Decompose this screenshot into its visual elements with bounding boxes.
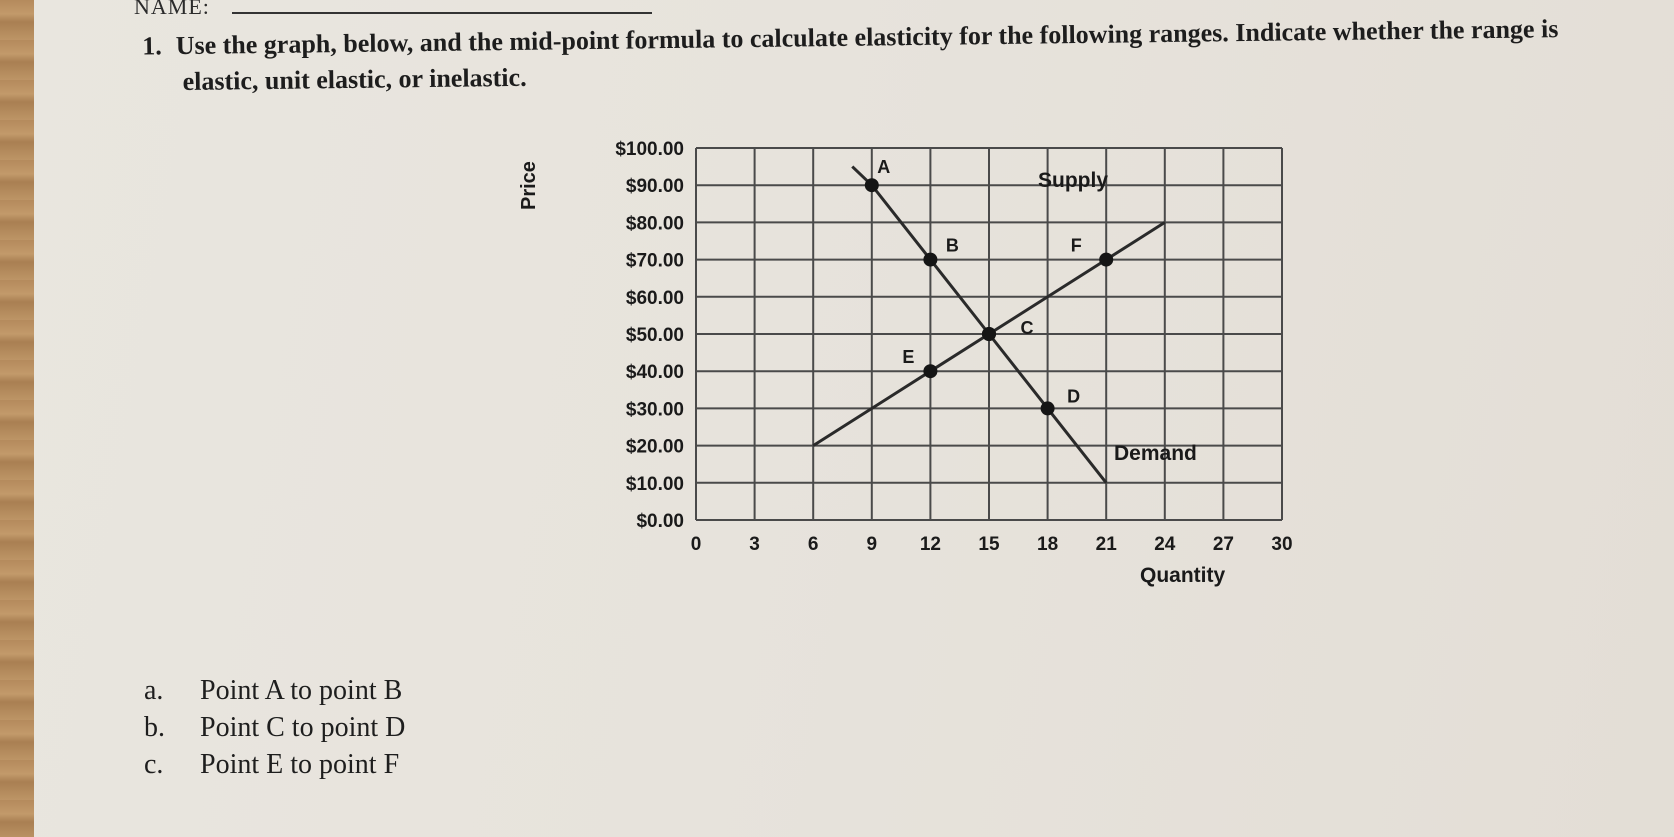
- x-tick-labels: [691, 534, 1293, 555]
- y-tick-label: $20.00: [625, 436, 684, 458]
- y-tick-label: $30.00: [625, 399, 684, 421]
- answer-text: Point A to point B: [200, 675, 403, 706]
- y-tick-label: $60.00: [625, 287, 684, 309]
- demand-curve: [852, 167, 1109, 483]
- y-tick-label: $0.00: [636, 511, 684, 532]
- y-tick-label: $90.00: [625, 176, 684, 198]
- equilibrium-point-marker: [982, 327, 996, 341]
- y-tick-label: $80.00: [625, 213, 684, 235]
- point-a-marker: [865, 178, 879, 192]
- point-b-marker: [923, 253, 937, 267]
- y-tick-label: $100.00: [615, 139, 684, 160]
- answer-text: Point C to point D: [200, 712, 406, 743]
- point-e-label: E: [902, 347, 915, 368]
- x-tick-label: 6: [807, 534, 819, 555]
- answer-letter: b.: [144, 712, 165, 743]
- x-tick-label: 3: [749, 534, 760, 555]
- x-tick-label: 12: [919, 534, 941, 555]
- x-tick-label: 30: [1271, 534, 1293, 555]
- demand-label: Demand: [1114, 442, 1197, 465]
- answer-text: Point E to point F: [200, 749, 400, 780]
- x-axis-label: Quantity: [1140, 564, 1226, 587]
- x-tick-label: 0: [690, 534, 702, 555]
- x-tick-label: 18: [1037, 534, 1059, 555]
- answer-list: [144, 672, 405, 783]
- answer-item: [144, 746, 405, 783]
- y-tick-label: $50.00: [625, 325, 684, 346]
- answer-item: [144, 672, 405, 709]
- y-tick-label: $70.00: [625, 250, 684, 272]
- point-e-marker: [923, 364, 937, 378]
- point-d-marker: [1041, 401, 1055, 415]
- answer-letter: c.: [144, 749, 164, 780]
- question-text: Use the graph, below, and the mid-point formula to calculate elasticity for the following ranges. Indicate whether the range is elastic, unit elastic, or inelastic.: [175, 14, 1559, 96]
- x-tick-label: 15: [978, 534, 1000, 555]
- y-axis-label: Price: [518, 161, 540, 210]
- y-tick-label: $40.00: [625, 362, 684, 384]
- answer-item: [144, 709, 405, 746]
- x-tick-label: 27: [1212, 534, 1234, 555]
- point-f-label: F: [1070, 235, 1082, 256]
- question-number: 1.: [142, 31, 162, 61]
- x-tick-label: 24: [1154, 534, 1176, 555]
- y-tick-labels: [615, 139, 684, 532]
- name-label: NAME:: [134, 0, 210, 19]
- point-b-label: B: [945, 235, 959, 256]
- point-d-label: D: [1067, 386, 1081, 407]
- point-a-label: A: [877, 157, 891, 178]
- y-tick-label: $10.00: [625, 473, 684, 495]
- x-tick-label: 21: [1095, 534, 1117, 555]
- x-tick-label: 9: [866, 534, 878, 555]
- supply-label: Supply: [1038, 169, 1109, 192]
- point-f-marker: [1099, 253, 1113, 267]
- answer-letter: a.: [144, 675, 164, 706]
- point-c-label: C: [1020, 318, 1034, 338]
- worksheet-page: [34, 0, 1674, 837]
